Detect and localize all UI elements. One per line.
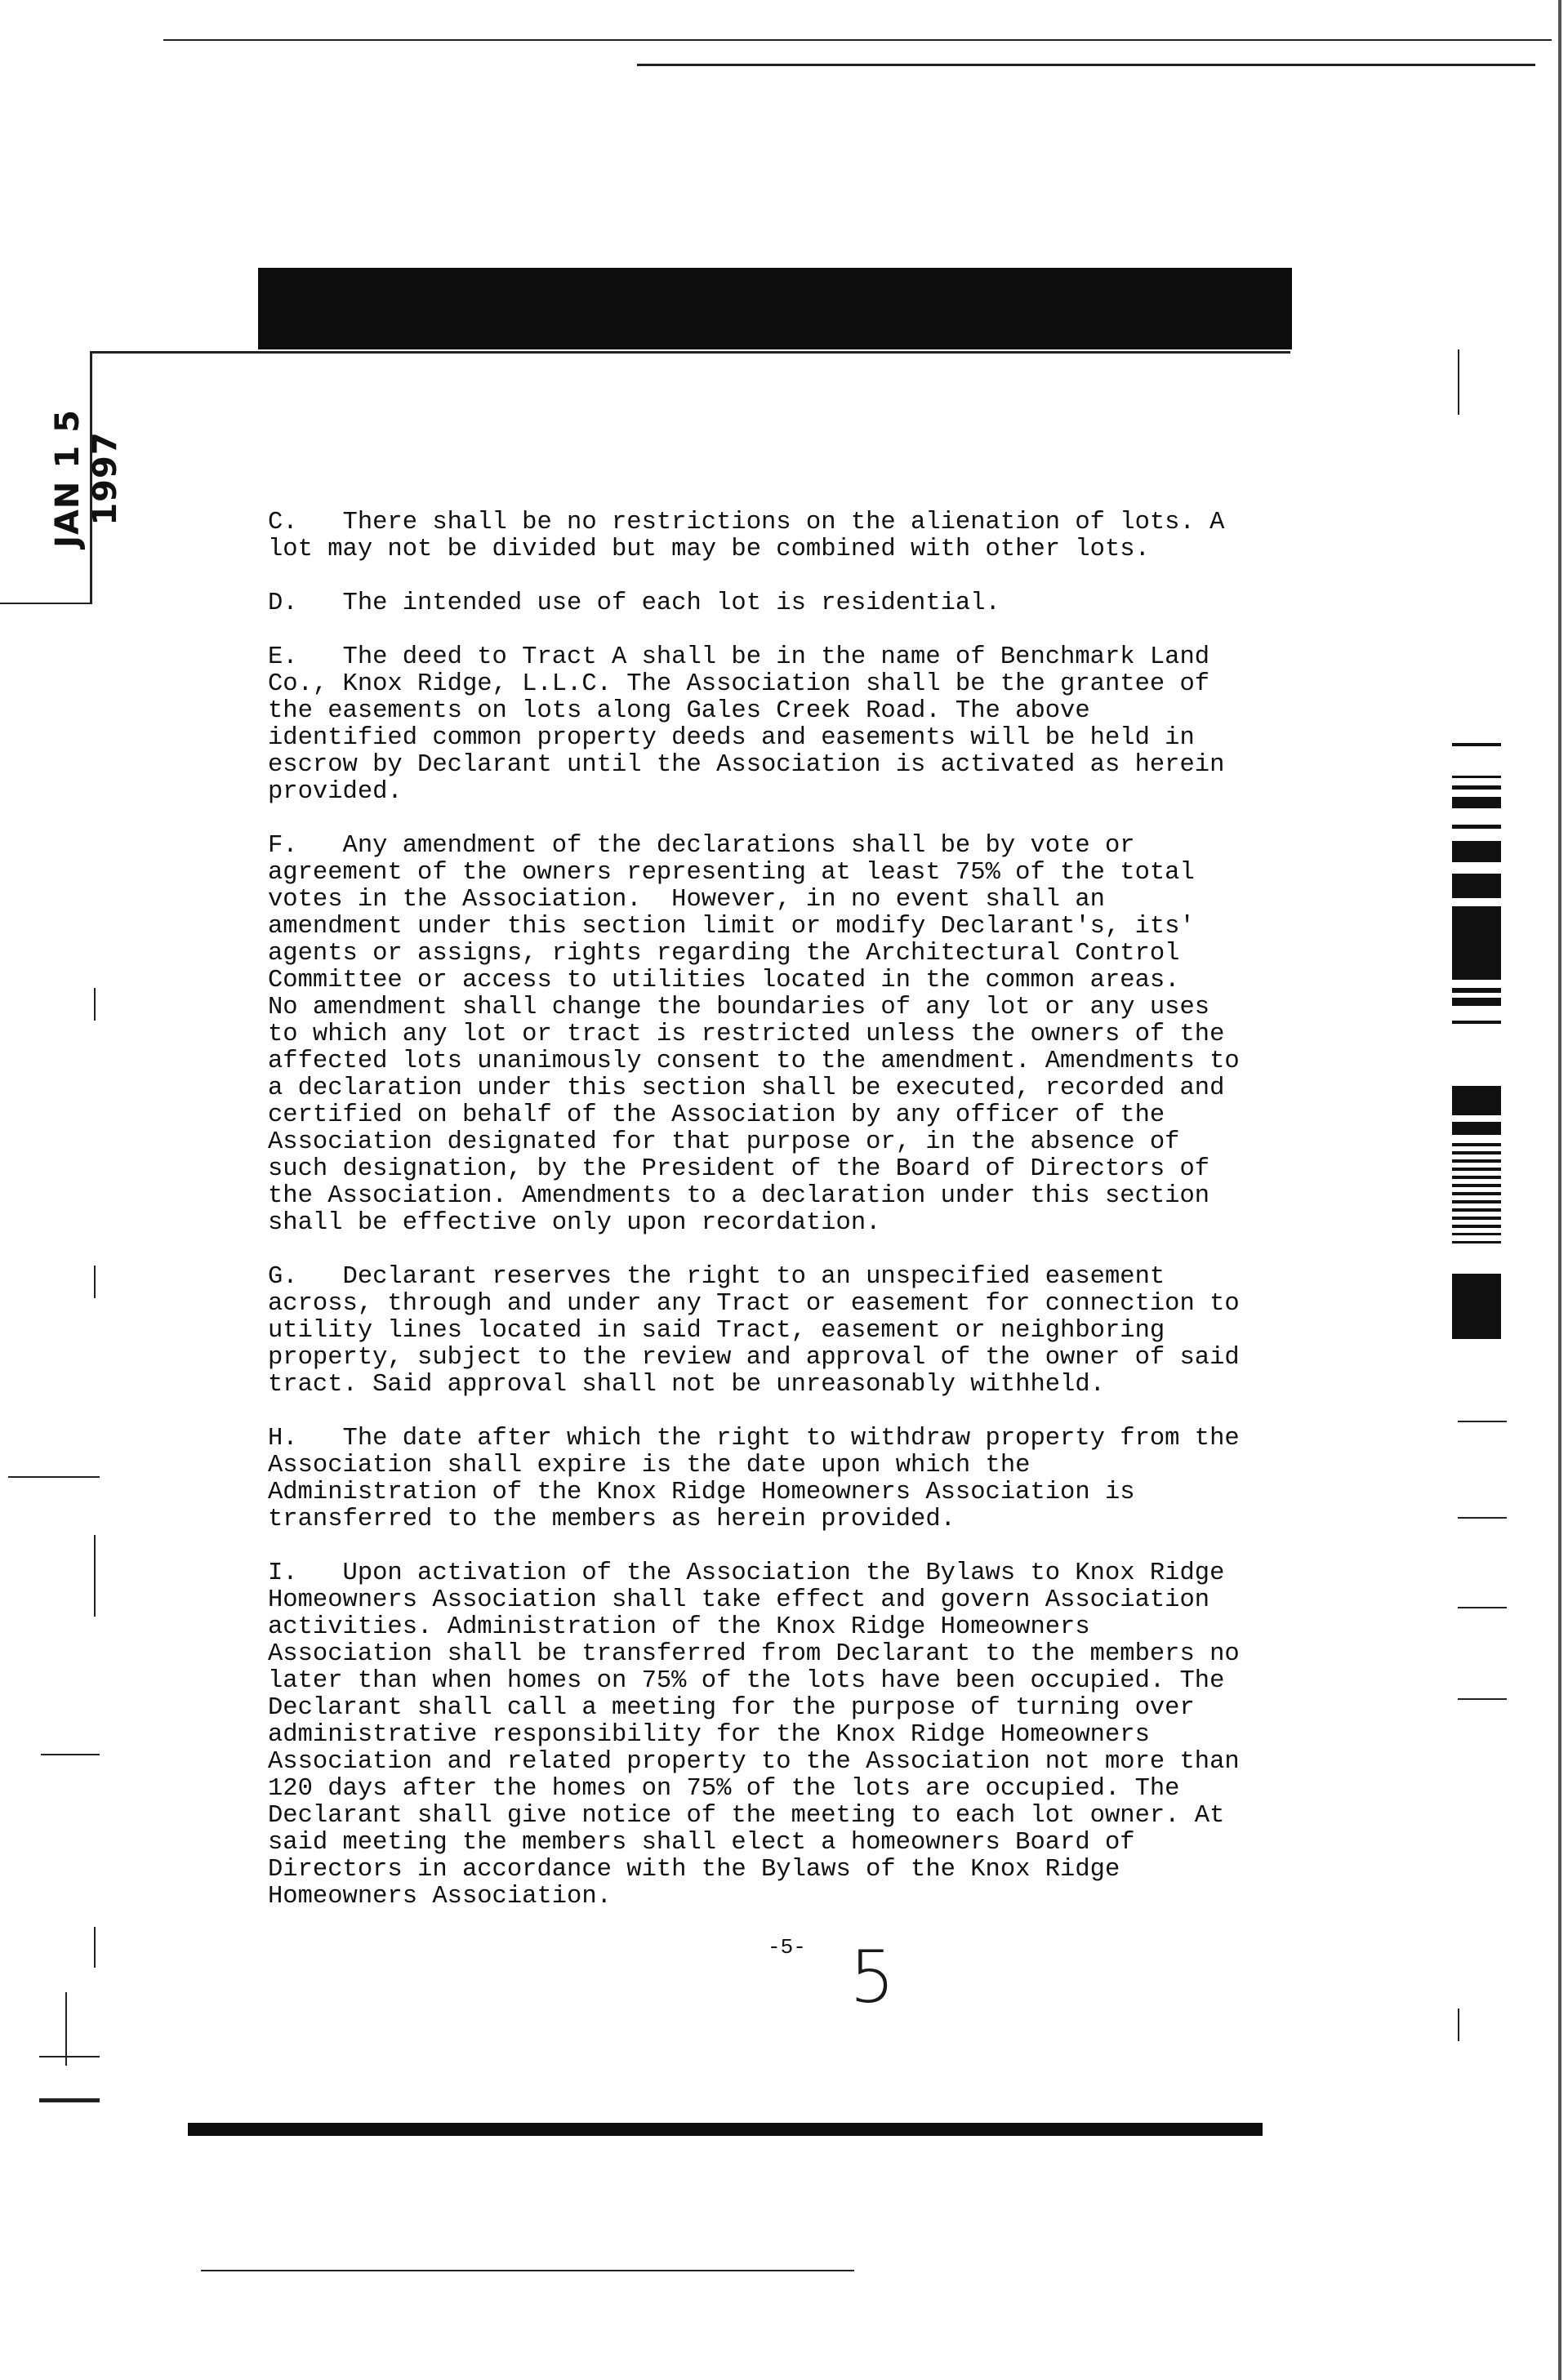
scan-bottom-line	[201, 2270, 854, 2271]
line: activities. Administration of the Knox Ridge Homeowners	[268, 1613, 1090, 1641]
line: Co., Knox Ridge, L.L.C. The Association shall be the grantee of	[268, 670, 1210, 698]
scan-left-mark-2	[94, 1266, 96, 1298]
paragraph-e	[268, 644, 1330, 806]
line: Homeowners Association shall take effect and govern Association	[268, 1586, 1210, 1614]
scan-right-mark-6	[1458, 1698, 1507, 1700]
line: certified on behalf of the Association by any officer of the	[268, 1101, 1165, 1129]
line: provided.	[268, 778, 403, 806]
scan-right-mark-4	[1458, 1517, 1507, 1519]
line: amendment under this section limit or modify Declarant's, its'	[268, 913, 1195, 941]
scan-right-mark-1	[1458, 349, 1459, 415]
line: G. Declarant reserves the right to an unspecified easement	[268, 1263, 1165, 1291]
line: Association shall expire is the date upon which the	[268, 1452, 1031, 1479]
paragraph-c	[268, 509, 1330, 563]
received-date-stamp	[42, 398, 124, 562]
paragraph-f	[268, 833, 1330, 1237]
scan-top-black-bar	[258, 268, 1292, 349]
scan-left-mark-4	[94, 1927, 96, 1968]
line: agreement of the owners representing at least 75% of the total	[268, 859, 1195, 887]
scan-left-bracket	[90, 351, 1290, 354]
line: Committee or access to utilities located in the common areas.	[268, 967, 1180, 994]
scan-top-line-2	[637, 64, 1535, 66]
line: identified common property deeds and easements will be held in	[268, 724, 1195, 752]
line: I. Upon activation of the Association the Bylaws to Knox Ridge	[268, 1559, 1225, 1587]
line: E. The deed to Tract A shall be in the name of Benchmark Land	[268, 643, 1210, 671]
line: such designation, by the President of the Board of Directors of	[268, 1155, 1210, 1183]
scan-left-hline-4	[39, 2056, 100, 2057]
line: administrative responsibility for the Knox Ridge Homeowners	[268, 1721, 1150, 1749]
scan-right-edge	[1558, 0, 1561, 2380]
paragraph-d	[268, 590, 1330, 617]
scan-right-mark-5	[1458, 1607, 1507, 1608]
line: transferred to the members as herein provided.	[268, 1506, 956, 1533]
line: lot may not be divided but may be combined with other lots.	[268, 536, 1150, 563]
line: C. There shall be no restrictions on the alienation of lots. A	[268, 509, 1225, 536]
line: tract. Said approval shall not be unreasonably withheld.	[268, 1371, 1105, 1399]
scan-left-hline	[0, 603, 92, 604]
line: Declarant shall call a meeting for the purpose of turning over	[268, 1694, 1195, 1722]
line: affected lots unanimously consent to the amendment. Amendments to	[268, 1048, 1240, 1075]
stamp-text: JAN 1 5 1997	[49, 409, 124, 548]
paragraph-g	[268, 1264, 1330, 1399]
line: later than when homes on 75% of the lots have been occupied. The	[268, 1667, 1225, 1695]
line: Association shall be transferred from Declarant to the members no	[268, 1640, 1240, 1668]
page-number: -5-	[768, 1935, 806, 1960]
scan-right-mark-2	[1458, 2009, 1459, 2041]
line: across, through and under any Tract or easement for connection to	[268, 1290, 1240, 1318]
line: property, subject to the review and approval of the owner of said	[268, 1344, 1240, 1372]
line: Declarant shall give notice of the meeting to each lot owner. At	[268, 1802, 1225, 1830]
line: escrow by Declarant until the Association is activated as herein	[268, 751, 1225, 779]
line: said meeting the members shall elect a homeowners Board of	[268, 1829, 1135, 1857]
line: to which any lot or tract is restricted unless the owners of the	[268, 1021, 1225, 1048]
scan-left-hline-3	[41, 1754, 100, 1755]
line: F. Any amendment of the declarations shall be by vote or	[268, 832, 1135, 860]
scan-left-mark-5	[65, 1992, 67, 2066]
line: No amendment shall change the boundaries of any lot or any uses	[268, 994, 1210, 1021]
scan-left-hline-2	[8, 1476, 100, 1478]
line: the Association. Amendments to a declaration under this section	[268, 1182, 1210, 1210]
scan-left-mark-1	[94, 988, 96, 1021]
paragraph-i	[268, 1560, 1330, 1911]
line: H. The date after which the right to withdraw property from the	[268, 1425, 1240, 1452]
line: 120 days after the homes on 75% of the lots are occupied. The	[268, 1775, 1180, 1803]
line: Homeowners Association.	[268, 1883, 612, 1911]
scan-right-mark-3	[1458, 1421, 1507, 1422]
line: Association designated for that purpose or, in the absence of	[268, 1128, 1180, 1156]
line: D. The intended use of each lot is residential.	[268, 589, 1000, 617]
barcode-strip	[1452, 743, 1501, 1339]
scan-top-line	[163, 39, 1552, 41]
line: Directors in accordance with the Bylaws of the Knox Ridge	[268, 1856, 1120, 1884]
scan-left-hline-5	[39, 2098, 100, 2102]
paragraph-h	[268, 1426, 1330, 1533]
line: Administration of the Knox Ridge Homeowners Association is	[268, 1479, 1135, 1506]
line: Association and related property to the Association not more than	[268, 1748, 1240, 1776]
scan-left-mark-3	[94, 1535, 96, 1617]
document-body	[268, 509, 1330, 1937]
line: shall be effective only upon recordation.	[268, 1209, 881, 1237]
line: utility lines located in said Tract, easement or neighboring	[268, 1317, 1165, 1345]
scan-bottom-black-bar	[188, 2123, 1263, 2136]
line: votes in the Association. However, in no event shall an	[268, 886, 1105, 914]
line: the easements on lots along Gales Creek Road. The above	[268, 697, 1090, 725]
handwritten-page-number: 5	[849, 1935, 895, 2019]
line: agents or assigns, rights regarding the Architectural Control	[268, 940, 1180, 968]
line: a declaration under this section shall be executed, recorded and	[268, 1074, 1225, 1102]
